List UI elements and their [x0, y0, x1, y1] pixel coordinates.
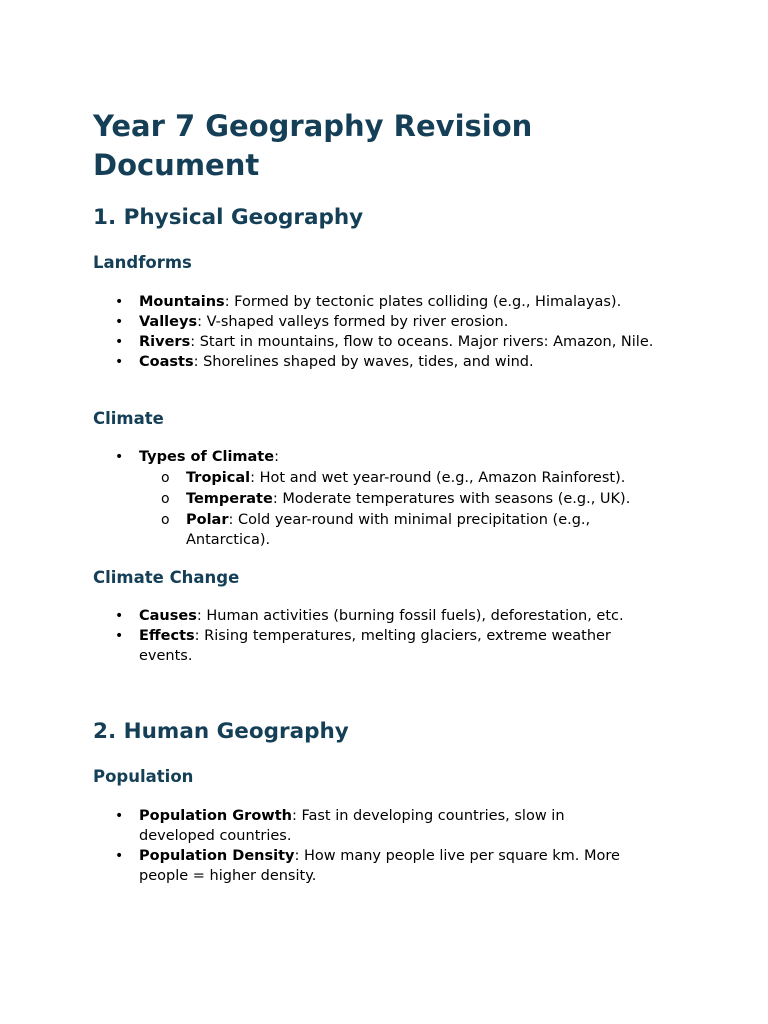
climate-change-list [0, 606, 680, 666]
term: Mountains [139, 294, 225, 310]
description: : [274, 449, 279, 465]
bullet-icon: • [115, 294, 124, 310]
section-heading-physical-geography: 1. Physical Geography [93, 205, 364, 230]
term: Temperate [186, 491, 273, 507]
description: : Moderate temperatures with seasons (e.g., UK). [272, 491, 631, 507]
bullet-icon: • [115, 808, 124, 824]
list-item [0, 626, 680, 666]
sub-list-item [0, 468, 680, 488]
subheading-landforms: Landforms [93, 253, 192, 272]
list-item [0, 806, 680, 846]
description: : Fast in developing countries, slow in developed countries. [139, 808, 565, 844]
term: Coasts [139, 354, 194, 370]
subheading-population: Population [93, 767, 194, 786]
term: Effects [139, 628, 195, 644]
bullet-icon: • [115, 608, 124, 624]
term: Polar [186, 512, 229, 528]
bullet-icon: • [115, 848, 124, 864]
sub-bullet-icon: o [161, 470, 170, 486]
sub-bullet-icon: o [161, 491, 170, 507]
landforms-list [0, 292, 680, 372]
description: : Rising temperatures, melting glaciers, extreme weather events. [139, 628, 611, 664]
bullet-icon: • [115, 628, 124, 644]
subheading-climate-change: Climate Change [93, 568, 240, 587]
bullet-icon: • [115, 354, 124, 370]
section-heading-human-geography: 2. Human Geography [93, 719, 349, 744]
description: : Shorelines shaped by waves, tides, and wind. [193, 354, 534, 370]
list-item [0, 606, 680, 626]
bullet-icon: • [115, 334, 124, 350]
description: : How many people live per square km. More people = higher density. [139, 848, 620, 884]
list-item [0, 352, 680, 372]
document-title: Year 7 Geography Revision Document [93, 109, 533, 182]
list-item [0, 312, 680, 332]
term: Population Growth [139, 808, 292, 824]
climate-list [0, 447, 680, 550]
description: : Cold year-round with minimal precipitation (e.g., Antarctica). [186, 512, 591, 548]
description: : Formed by tectonic plates colliding (e.g., Himalayas). [224, 294, 622, 310]
term: Rivers [139, 334, 191, 350]
description: : Human activities (burning fossil fuels), deforestation, etc. [196, 608, 624, 624]
list-item [0, 846, 680, 886]
bullet-icon: • [115, 314, 124, 330]
population-list [0, 806, 680, 886]
sub-list-item [0, 510, 680, 550]
term: Population Density [139, 848, 295, 864]
description: : V-shaped valleys formed by river erosion. [197, 314, 509, 330]
term: Types of Climate [139, 449, 275, 465]
bullet-icon: • [115, 449, 124, 465]
list-item [0, 292, 680, 312]
list-item [0, 447, 680, 467]
subheading-climate: Climate [93, 409, 164, 428]
list-item [0, 332, 680, 352]
term: Causes [139, 608, 197, 624]
term: Tropical [186, 470, 251, 486]
term: Valleys [139, 314, 198, 330]
sub-list-item [0, 489, 680, 509]
sub-bullet-icon: o [161, 512, 170, 528]
description: : Start in mountains, flow to oceans. Major rivers: Amazon, Nile. [190, 334, 654, 350]
description: : Hot and wet year-round (e.g., Amazon Rainforest). [250, 470, 626, 486]
